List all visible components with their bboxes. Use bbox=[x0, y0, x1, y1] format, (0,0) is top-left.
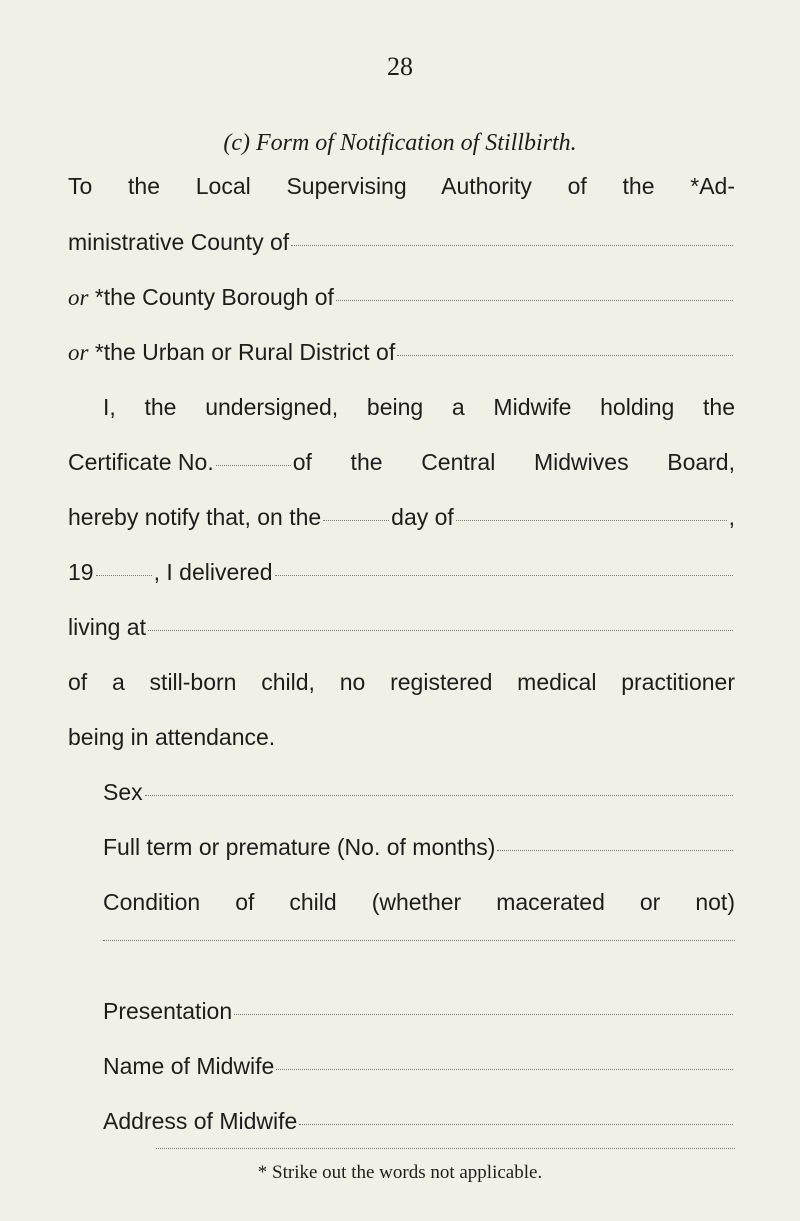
footnote: * Strike out the words not applicable. bbox=[257, 1162, 543, 1183]
borough-field bbox=[336, 300, 733, 301]
page-number: 28 bbox=[387, 52, 413, 81]
term-field bbox=[497, 850, 733, 851]
midwife-address-field bbox=[299, 1124, 733, 1125]
date-line: hereby notify that, on the day of , bbox=[68, 504, 735, 530]
county-line: ministrative County of bbox=[68, 228, 735, 256]
body-line-1: To the Local Supervising Authority of the *Ad- bbox=[68, 173, 735, 199]
presentation-line: Presentation bbox=[103, 997, 735, 1025]
midwife-name-field bbox=[276, 1069, 733, 1070]
month-field bbox=[456, 520, 727, 521]
delivered-name-field bbox=[275, 575, 734, 576]
midwife-name-line: Name of Midwife bbox=[103, 1052, 735, 1080]
living-at-line: living at bbox=[68, 613, 735, 641]
address-field bbox=[148, 630, 733, 631]
midwife-address-field-2 bbox=[156, 1148, 735, 1149]
sex-line: Sex bbox=[103, 778, 735, 806]
day-field bbox=[323, 520, 389, 521]
condition-field bbox=[103, 940, 735, 941]
body-line-11: being in attendance. bbox=[68, 724, 276, 750]
year-field bbox=[96, 575, 152, 576]
certificate-line: Certificate No. of the Central Midwives Board, bbox=[68, 449, 735, 475]
certificate-number-field bbox=[216, 465, 291, 466]
borough-line: or *the County Borough of bbox=[68, 283, 735, 312]
district-line: or *the Urban or Rural District of bbox=[68, 338, 735, 367]
form-heading: (c) Form of Notification of Stillbirth. bbox=[223, 130, 577, 156]
midwife-address-line: Address of Midwife bbox=[103, 1107, 735, 1135]
body-line-10: of a still-born child, no registered medical practitioner bbox=[68, 669, 735, 695]
delivered-line: 19 , I delivered bbox=[68, 558, 735, 586]
sex-field bbox=[145, 795, 733, 796]
condition-line: Condition of child (whether macerated or not) bbox=[103, 889, 735, 915]
term-line: Full term or premature (No. of months) bbox=[103, 833, 735, 861]
county-field bbox=[291, 245, 733, 246]
presentation-field bbox=[234, 1014, 733, 1015]
district-field bbox=[397, 355, 733, 356]
body-line-5: I, the undersigned, being a Midwife holding the bbox=[103, 394, 735, 420]
